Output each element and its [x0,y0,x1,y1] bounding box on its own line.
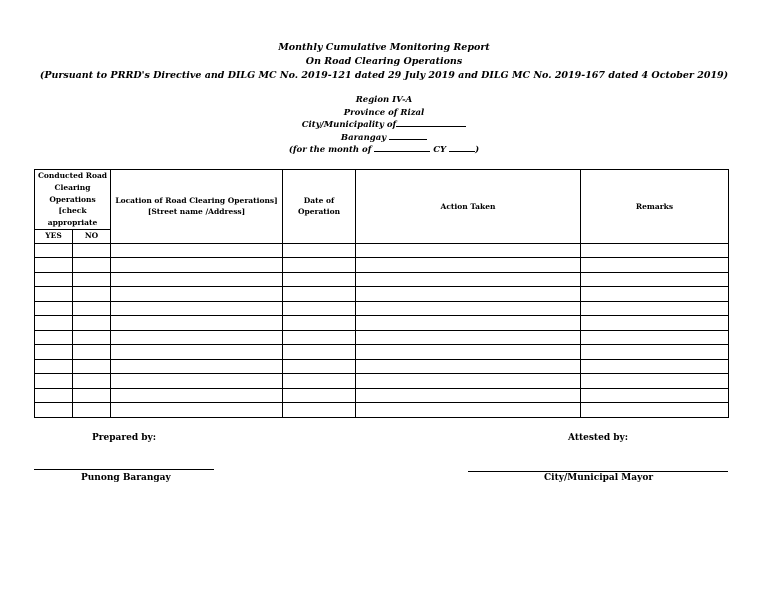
cell-yes[interactable] [35,316,73,331]
province-label: Province of Rizal [343,107,425,118]
cell-remarks[interactable] [581,272,729,287]
cell-remarks[interactable] [581,374,729,389]
cell-location[interactable] [111,388,283,403]
col-conducted-header: Conducted Road Clearing Operations [check appropriate [35,170,111,230]
cell-date[interactable] [283,345,356,360]
table-row [35,243,729,258]
table-header-row [35,170,729,230]
cell-action[interactable] [356,316,581,331]
col-date-header: Date of Operation [283,170,356,244]
cell-date[interactable] [283,287,356,302]
table-row [35,403,729,418]
cell-no[interactable] [73,316,111,331]
cell-action[interactable] [356,374,581,389]
cell-date[interactable] [283,301,356,316]
attested-by-title: City/Municipal Mayor [544,473,654,483]
cell-no[interactable] [73,258,111,273]
barangay-blank [389,132,427,140]
table-row [35,258,729,273]
city-blank [396,119,466,127]
cell-no[interactable] [73,272,111,287]
cell-remarks[interactable] [581,301,729,316]
col-action-header: Action Taken [356,170,581,244]
monitoring-table [34,169,729,418]
report-legal-basis: (Pursuant to PRRD's Directive and DILG MC No. 2019-121 dated 29 July 2019 and DILG MC No. 2019-167 dated 4 October 2019) [39,70,729,81]
cell-action[interactable] [356,272,581,287]
cell-location[interactable] [111,316,283,331]
report-title: Monthly Cumulative Monitoring Report [278,42,490,53]
cell-date[interactable] [283,388,356,403]
cell-location[interactable] [111,403,283,418]
col-yes-header: YES [35,229,73,243]
cell-no[interactable] [73,243,111,258]
attested-by-signature-line [468,471,728,472]
col-no-header: NO [73,229,111,243]
cell-location[interactable] [111,359,283,374]
cell-yes[interactable] [35,359,73,374]
barangay-line [0,132,768,145]
barangay-label: Barangay [340,132,387,143]
month-label: (for the month of [288,145,372,155]
table-row [35,272,729,287]
cell-yes[interactable] [35,345,73,360]
cell-date[interactable] [283,403,356,418]
cell-location[interactable] [111,301,283,316]
cell-location[interactable] [111,287,283,302]
cell-action[interactable] [356,345,581,360]
cell-no[interactable] [73,374,111,389]
table-row [35,301,729,316]
location-block [0,94,768,157]
cell-no[interactable] [73,403,111,418]
cell-no[interactable] [73,359,111,374]
cell-date[interactable] [283,243,356,258]
cell-action[interactable] [356,330,581,345]
cell-remarks[interactable] [581,359,729,374]
cell-no[interactable] [73,388,111,403]
cell-action[interactable] [356,301,581,316]
prepared-by-label: Prepared by: [92,433,157,443]
cell-remarks[interactable] [581,243,729,258]
cell-action[interactable] [356,359,581,374]
cell-no[interactable] [73,287,111,302]
cell-location[interactable] [111,243,283,258]
cell-remarks[interactable] [581,388,729,403]
cell-remarks[interactable] [581,287,729,302]
cell-remarks[interactable] [581,330,729,345]
month-blank [374,144,430,152]
cell-yes[interactable] [35,243,73,258]
region-label: Region IV-A [355,95,413,105]
cell-yes[interactable] [35,287,73,302]
cell-location[interactable] [111,272,283,287]
cell-no[interactable] [73,330,111,345]
table-row [35,374,729,389]
cell-date[interactable] [283,359,356,374]
cell-yes[interactable] [35,388,73,403]
attested-by-label: Attested by: [568,433,629,443]
cell-date[interactable] [283,330,356,345]
cell-location[interactable] [111,374,283,389]
cell-yes[interactable] [35,272,73,287]
cell-location[interactable] [111,330,283,345]
prepared-by-title: Punong Barangay [81,473,171,483]
col-location-header: Location of Road Clearing Operations] [Street name /Address] [111,170,283,244]
cell-remarks[interactable] [581,403,729,418]
cy-blank [449,144,475,152]
cell-action[interactable] [356,287,581,302]
cell-action[interactable] [356,243,581,258]
cell-remarks[interactable] [581,316,729,331]
close-paren: ) [475,145,480,155]
cell-action[interactable] [356,258,581,273]
table-row [35,287,729,302]
cell-yes[interactable] [35,330,73,345]
cell-yes[interactable] [35,374,73,389]
table-row [35,345,729,360]
cell-date[interactable] [283,374,356,389]
city-label: City/Municipality of [301,120,397,130]
cell-date[interactable] [283,272,356,287]
cell-location[interactable] [111,258,283,273]
report-subtitle: On Road Clearing Operations [305,56,463,67]
month-line [0,144,768,157]
col-remarks-header: Remarks [581,170,729,244]
cell-date[interactable] [283,316,356,331]
cell-no[interactable] [73,345,111,360]
cell-location[interactable] [111,345,283,360]
cell-remarks[interactable] [581,258,729,273]
table-row [35,359,729,374]
cell-date[interactable] [283,258,356,273]
table-body [35,243,729,417]
cell-yes[interactable] [35,258,73,273]
report-header [0,41,768,83]
cell-action[interactable] [356,388,581,403]
prepared-by-signature-line [34,469,214,470]
city-line [0,119,768,132]
cy-label: CY [433,145,447,155]
cell-yes[interactable] [35,403,73,418]
cell-action[interactable] [356,403,581,418]
cell-no[interactable] [73,301,111,316]
table-row [35,316,729,331]
table-row [35,388,729,403]
cell-remarks[interactable] [581,345,729,360]
table-row [35,330,729,345]
cell-yes[interactable] [35,301,73,316]
